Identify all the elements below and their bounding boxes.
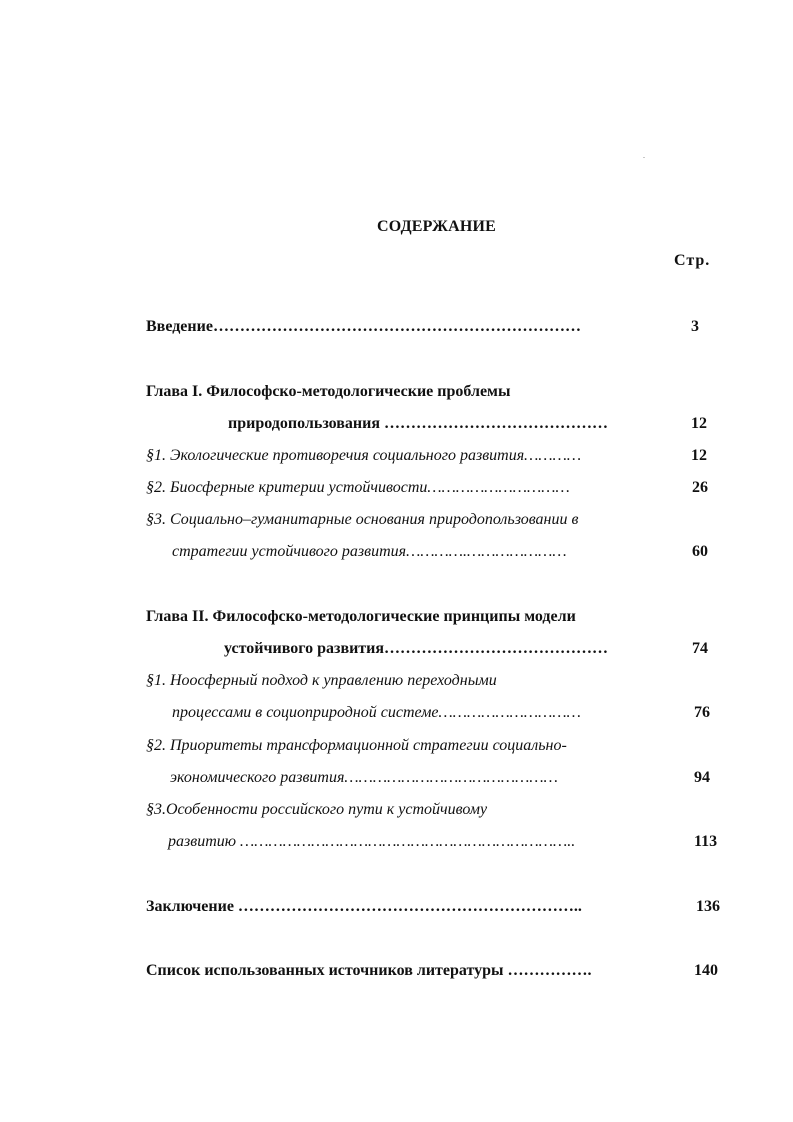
toc-page-ch2-section-1: 76 xyxy=(694,704,710,721)
toc-page-ch1-section-1: 12 xyxy=(691,447,707,464)
toc-entry-introduction: Введение…………………………………………………………… xyxy=(146,318,581,335)
toc-page-ch1-section-2: 26 xyxy=(692,479,708,496)
toc-chapter-2-title: Глава II. Философско-методологические принципы модели xyxy=(146,608,576,625)
toc-page-ch1-section-3: 60 xyxy=(692,543,708,560)
toc-ch1-section-3-cont: стратегии устойчивого развития………….………………… xyxy=(172,543,567,560)
toc-entry-bibliography: Список использованных источников литературы ……………. xyxy=(146,962,592,979)
toc-ch2-section-2: §2. Приоритеты трансформационной стратегии социально- xyxy=(146,737,567,754)
toc-page-ch2-section-2: 94 xyxy=(694,769,710,786)
toc-ch1-section-2: §2. Биосферные критерии устойчивости………………………… xyxy=(146,479,570,496)
toc-page-ch2-section-3: 113 xyxy=(694,833,718,850)
toc-ch2-section-3-cont: развитию …………………………………………………………….. xyxy=(168,833,576,850)
toc-entry-conclusion: Заключение ……………………………………………………….. xyxy=(146,898,582,915)
toc-ch2-section-3: §3.Особенности российского пути к устойчивому xyxy=(146,801,488,818)
scan-speck xyxy=(643,157,645,158)
toc-page-bibliography: 140 xyxy=(694,962,718,979)
toc-page-introduction: 3 xyxy=(691,318,699,335)
toc-page-conclusion: 136 xyxy=(696,898,720,915)
toc-chapter-1-title-cont: природопользования …………………………………… xyxy=(228,415,608,432)
toc-ch1-section-3: §3. Социально–гуманитарные основания природопользовании в xyxy=(146,511,579,528)
toc-page-chapter-1: 12 xyxy=(691,415,707,432)
page-column-label: Стр. xyxy=(674,252,711,269)
toc-chapter-2-title-cont: устойчивого развития…………………………………… xyxy=(224,640,609,657)
toc-ch2-section-2-cont: экономического развития……………………………………… xyxy=(170,769,558,786)
toc-page-chapter-2: 74 xyxy=(692,640,708,657)
toc-title: СОДЕРЖАНИЕ xyxy=(376,218,497,235)
toc-ch2-section-1: §1. Ноосферный подход к управлению переходными xyxy=(146,672,497,689)
toc-ch1-section-1: §1. Экологические противоречия социального развития………… xyxy=(146,447,582,464)
toc-ch2-section-1-cont: процессами в социоприродной системе………………………… xyxy=(172,704,581,721)
toc-chapter-1-title: Глава I. Философско-методологические проблемы xyxy=(146,383,511,400)
